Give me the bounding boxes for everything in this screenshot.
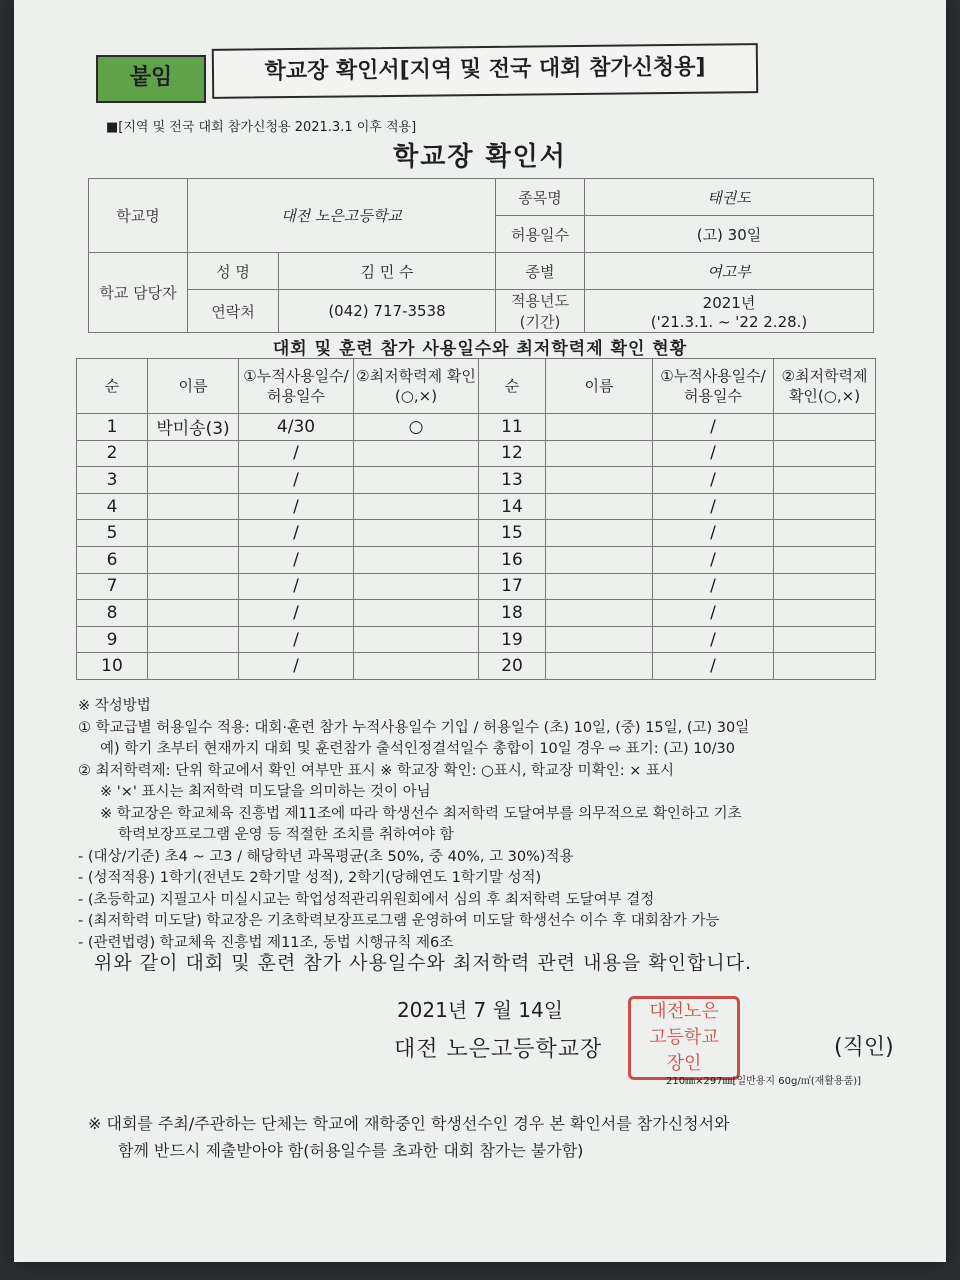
used-allowed-days: /: [239, 600, 354, 627]
roster-row: [77, 414, 876, 441]
used-allowed-days: /: [653, 414, 774, 441]
col-min-grade: ②최저학력제 확인(○,×): [774, 359, 876, 414]
row-number: 15: [479, 520, 546, 547]
athlete-name: [546, 653, 653, 680]
school-label: 학교명: [89, 179, 188, 253]
roster-row: [77, 520, 876, 547]
paper-spec: 210㎜×297㎜[일반용지 60g/㎡(재활용품)]: [666, 1076, 862, 1087]
used-allowed-days: /: [653, 440, 774, 467]
min-grade-check: [774, 600, 876, 627]
min-grade-check: [354, 653, 479, 680]
min-grade-check: [774, 493, 876, 520]
used-allowed-days: /: [653, 520, 774, 547]
year-value: 2021년: [702, 293, 756, 312]
min-grade-check: [774, 546, 876, 573]
row-number: 1: [77, 414, 148, 441]
used-allowed-days: /: [653, 653, 774, 680]
used-allowed-days: /: [239, 467, 354, 494]
guide-line: 학력보장프로그램 운영 등 적절한 조치를 취하여야 함: [118, 827, 454, 843]
col-no: 순: [479, 359, 546, 414]
guide-line: - (최저학력 미도달) 학교장은 기초학력보장프로그램 운영하여 미도달 학생선수 이수 후 대회참가 가능: [78, 913, 720, 929]
sport-value: 태권도: [585, 179, 874, 216]
roster-row: [77, 546, 876, 573]
used-allowed-days: /: [239, 626, 354, 653]
athlete-name: [148, 440, 239, 467]
row-number: 17: [479, 573, 546, 600]
min-grade-check: [354, 467, 479, 494]
principal-name: 대전 노은고등학교장: [394, 1037, 603, 1062]
contact-person-label: 학교 담당자: [89, 253, 188, 333]
footnote-line: ※ 대회를 주최/주관하는 단체는 학교에 재학중인 학생선수인 경우 본 확인서를 참가신청서와: [88, 1114, 730, 1133]
roster-body: [77, 414, 876, 680]
roster-row: [77, 573, 876, 600]
athlete-name: [546, 467, 653, 494]
row-number: 12: [479, 440, 546, 467]
min-grade-check: [774, 467, 876, 494]
row-number: 6: [77, 546, 148, 573]
col-days: ①누적사용일수/허용일수: [239, 359, 354, 414]
athlete-name: 박미송(3): [148, 414, 239, 441]
used-allowed-days: /: [239, 520, 354, 547]
signed-date: 2021년 7 월 14일: [396, 998, 564, 1022]
athlete-name: [148, 493, 239, 520]
used-allowed-days: /: [239, 653, 354, 680]
guide-line: ① 학교급별 허용일수 적용: 대회·훈련 참가 누적사용일수 기입 / 허용일수 (초) 10일, (중) 15일, (고) 30일: [78, 719, 750, 736]
athlete-name: [148, 626, 239, 653]
used-allowed-days: /: [653, 493, 774, 520]
confirmation-statement: 위와 같이 대회 및 훈련 참가 사용일수와 최저학력 관련 내용을 확인합니다.: [94, 952, 753, 974]
allowed-days-label: 허용일수: [496, 216, 585, 253]
roster-row: [77, 626, 876, 653]
used-allowed-days: 4/30: [239, 414, 354, 441]
used-allowed-days: /: [653, 573, 774, 600]
used-allowed-days: /: [653, 626, 774, 653]
document-title: 학교장 확인서: [393, 142, 567, 172]
row-number: 8: [77, 600, 148, 627]
name-value: 김 민 수: [279, 253, 496, 290]
min-grade-check: [774, 440, 876, 467]
used-allowed-days: /: [653, 467, 774, 494]
athlete-name: [148, 467, 239, 494]
writing-guide: [78, 696, 908, 954]
min-grade-check: [774, 626, 876, 653]
used-allowed-days: /: [239, 573, 354, 600]
athlete-name: [546, 626, 653, 653]
guide-line: ※ 학교장은 학교체육 진흥법 제11조에 따라 학생선수 최저학력 도달여부를 의무적으로 확인하고 기초: [100, 805, 742, 822]
used-allowed-days: /: [239, 546, 354, 573]
row-number: 11: [479, 414, 546, 441]
min-grade-check: ○: [354, 414, 479, 441]
row-number: 5: [77, 520, 148, 547]
row-number: 19: [479, 626, 546, 653]
min-grade-check: [354, 520, 479, 547]
athlete-name: [546, 520, 653, 547]
row-number: 14: [479, 493, 546, 520]
name-label: 성 명: [188, 253, 279, 290]
attachment-badge: 붙임: [96, 55, 206, 103]
row-number: 16: [479, 546, 546, 573]
row-number: 4: [77, 493, 148, 520]
row-number: 18: [479, 600, 546, 627]
col-name: 이름: [148, 359, 239, 414]
school-value: 대전 노은고등학교: [188, 179, 496, 253]
phone-value: (042) 717-3538: [279, 290, 496, 333]
period-value: ('21.3.1. ~ '22 2.28.): [650, 312, 808, 331]
row-number: 7: [77, 573, 148, 600]
used-allowed-days: /: [239, 440, 354, 467]
guide-line: ※ '×' 표시는 최저학력 미도달을 의미하는 것이 아님: [100, 784, 431, 800]
min-grade-check: [354, 493, 479, 520]
row-number: 2: [77, 440, 148, 467]
guide-line: - (성적적용) 1학기(전년도 2학기말 성적), 2학기(당해연도 1학기말 성적): [78, 870, 542, 886]
division-label: 종별: [496, 253, 585, 290]
roster-row: [77, 440, 876, 467]
status-subtitle: 대회 및 훈련 참가 사용일수와 최저학력제 확인 현황: [272, 339, 688, 359]
submission-footnote: [88, 1110, 908, 1164]
roster-header-row: [77, 359, 876, 414]
row-number: 13: [479, 467, 546, 494]
athlete-name: [546, 414, 653, 441]
athlete-name: [546, 440, 653, 467]
allowed-days-value: (고) 30일: [585, 216, 874, 253]
athlete-roster-table: [76, 358, 876, 680]
min-grade-check: [354, 440, 479, 467]
athlete-name: [546, 600, 653, 627]
row-number: 10: [77, 653, 148, 680]
year-cell: [585, 290, 874, 333]
min-grade-check: [774, 653, 876, 680]
col-days: ①누적사용일수/허용일수: [653, 359, 774, 414]
athlete-name: [148, 653, 239, 680]
used-allowed-days: /: [239, 493, 354, 520]
row-number: 20: [479, 653, 546, 680]
col-name: 이름: [546, 359, 653, 414]
col-min-grade: ②최저학력제 확인(○,×): [354, 359, 479, 414]
guide-line: - (초등학교) 지필고사 미실시교는 학업성적관리위원회에서 심의 후 최저학력 도달여부 결정: [78, 891, 655, 908]
min-grade-check: [774, 573, 876, 600]
guide-line: - (대상/기준) 초4 ~ 고3 / 해당학년 과목평균(초 50%, 중 40%, 고 30%)적용: [78, 848, 574, 865]
year-label: 적용년도 (기간): [496, 290, 585, 333]
guide-heading: ※ 작성방법: [78, 698, 151, 714]
min-grade-check: [774, 414, 876, 441]
athlete-name: [148, 573, 239, 600]
guide-line: - (관련법령) 학교체육 진흥법 제11조, 동법 시행규칙 제6조: [78, 934, 454, 951]
row-number: 9: [77, 626, 148, 653]
athlete-name: [546, 493, 653, 520]
roster-row: [77, 467, 876, 494]
athlete-name: [546, 546, 653, 573]
header-title: 학교장 확인서[지역 및 전국 대회 참가신청용]: [212, 43, 758, 99]
official-seal-stamp: 대전노은 고등학교 장인: [628, 996, 740, 1080]
min-grade-check: [354, 600, 479, 627]
col-no: 순: [77, 359, 148, 414]
athlete-name: [148, 600, 239, 627]
division-value: 여고부: [585, 253, 874, 290]
athlete-name: [148, 546, 239, 573]
guide-line: ② 최저학력제: 단위 학교에서 확인 여부만 표시 ※ 학교장 확인: ○표시, 학교장 미확인: × 표시: [78, 762, 674, 779]
row-number: 3: [77, 467, 148, 494]
guide-line: 예) 학기 초부터 현재까지 대회 및 훈련참가 출석인정결석일수 총합이 10일 경우 ⇨ 표기: (고) 10/30: [100, 741, 736, 757]
roster-row: [77, 493, 876, 520]
roster-row: [77, 653, 876, 680]
athlete-name: [546, 573, 653, 600]
used-allowed-days: /: [653, 546, 774, 573]
min-grade-check: [354, 546, 479, 573]
min-grade-check: [354, 573, 479, 600]
min-grade-check: [774, 520, 876, 547]
school-info-table: [88, 178, 874, 333]
document-page: [14, 0, 946, 1262]
phone-label: 연락처: [188, 290, 279, 333]
used-allowed-days: /: [653, 600, 774, 627]
roster-row: [77, 600, 876, 627]
footnote-line: 함께 반드시 제출받아야 함(허용일수를 초과한 대회 참가는 불가함): [118, 1141, 584, 1160]
min-grade-check: [354, 626, 479, 653]
seal-label: (직인): [834, 1035, 894, 1060]
applicability-note: ■[지역 및 전국 대회 참가신청용 2021.3.1 이후 적용]: [106, 120, 417, 135]
athlete-name: [148, 520, 239, 547]
sport-label: 종목명: [496, 179, 585, 216]
